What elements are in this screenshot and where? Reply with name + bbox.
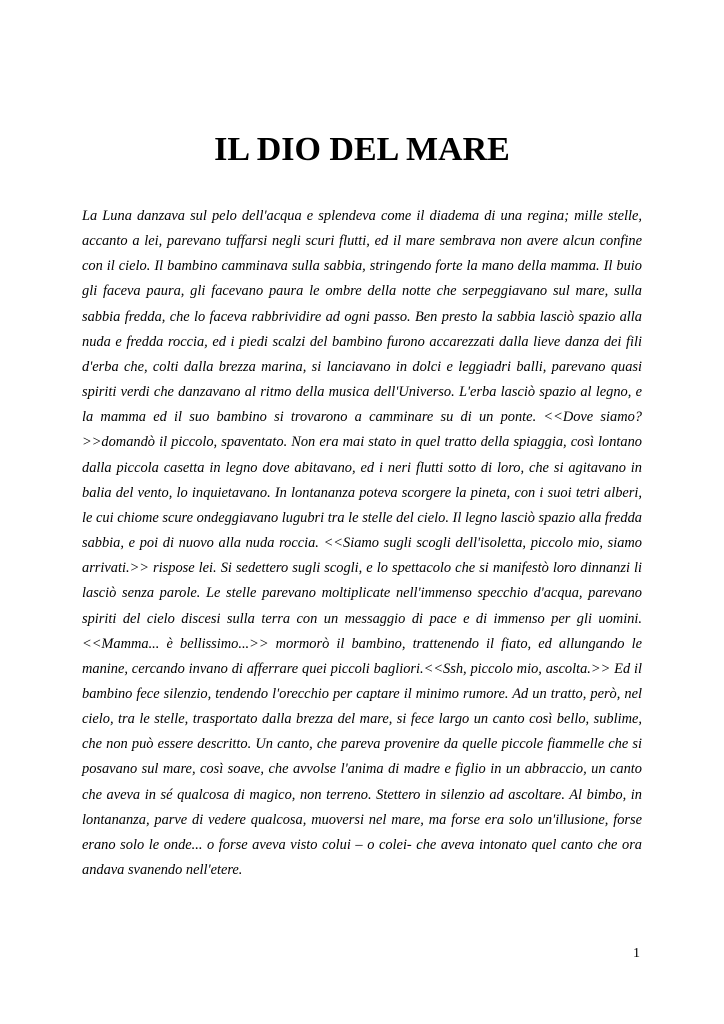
body-paragraph: La Luna danzava sul pelo dell'acqua e splendeva come il diadema di una regina; mille stelle, accanto a lei, parevano tuffarsi negli scuri flutti, ed il mare sembrava non avere alcun confine con il cielo. Il bambino camminava sulla sabbia, stringendo forte la mano della mamma. Il buio gli faceva paura, gli facevano paura le ombre della notte che serpeggiavano sul mare, sulla sabbia fredda, che lo faceva rabbrividire ad ogni passo. Ben presto la sabbia lasciò spazio alla nuda e fredda roccia, ed i piedi scalzi del bambino furono accarezzati dalla lieve danza dei fili d'erba che, colti dalla brezza marina, si lanciavano in dolci e leggiadri balli, parevano quasi spiriti verdi che danzavano al ritmo della musica dell'Universo. L'erba lasciò spazio al legno, e la mamma ed il suo bambino si trovarono a camminare su di un ponte. <<Dove siamo?>>domandò il piccolo, spaventato. Non era mai stato in quel tratto della spiaggia, così lontano dalla piccola casetta in legno dove abitavano, ed i neri flutti sotto di loro, che si agitavano in balia del vento, lo inquietavano. In lontananza poteva scorgere la pineta, con i suoi tetri alberi, le cui chiome scure ondeggiavano lugubri tra le stelle del cielo. Il legno lasciò spazio alla fredda sabbia, e poi di nuovo alla nuda roccia. <<Siamo sugli scogli dell'isoletta, piccolo mio, siamo arrivati.>> rispose lei. Si sedettero sugli scogli, e lo spettacolo che si manifestò loro dinnanzi li lasciò senza parole. Le stelle parevano moltiplicate nell'immenso specchio d'acqua, parevano spiriti del cielo discesi sulla terra con un messaggio di pace e di immenso per gli uomini. <<Mamma... è bellissimo...>> mormorò il bambino, trattenendo il fiato, ed allungando le manine, cercando invano di afferrare quei piccoli bagliori.<<Ssh, piccolo mio, ascolta.>> Ed il bambino fece silenzio, tendendo l'orecchio per captare il minimo rumore. Ad un tratto, però, nel cielo, tra le stelle, trasportato dalla brezza del mare, si fece largo un canto così bello, sublime, che non può essere descritto. Un canto, che pareva provenire da quelle piccole fiammelle che si posavano sul mare, così soave, che avvolse l'anima di madre e figlio in un abbraccio, un canto che aveva in sé qualcosa di magico, non terreno. Stettero in silenzio ad ascoltare. Al bimbo, in lontananza, parve di vedere qualcosa, muoversi nel mare, ma forse era solo un'illusione, forse erano solo le onde... o forse aveva visto colui – o colei- che aveva intonato quel canto che ora andava svanendo nell'etere.	[82, 208, 642, 879]
page-number: 1	[633, 946, 640, 961]
document-title: IL DIO DEL MARE	[214, 131, 510, 168]
